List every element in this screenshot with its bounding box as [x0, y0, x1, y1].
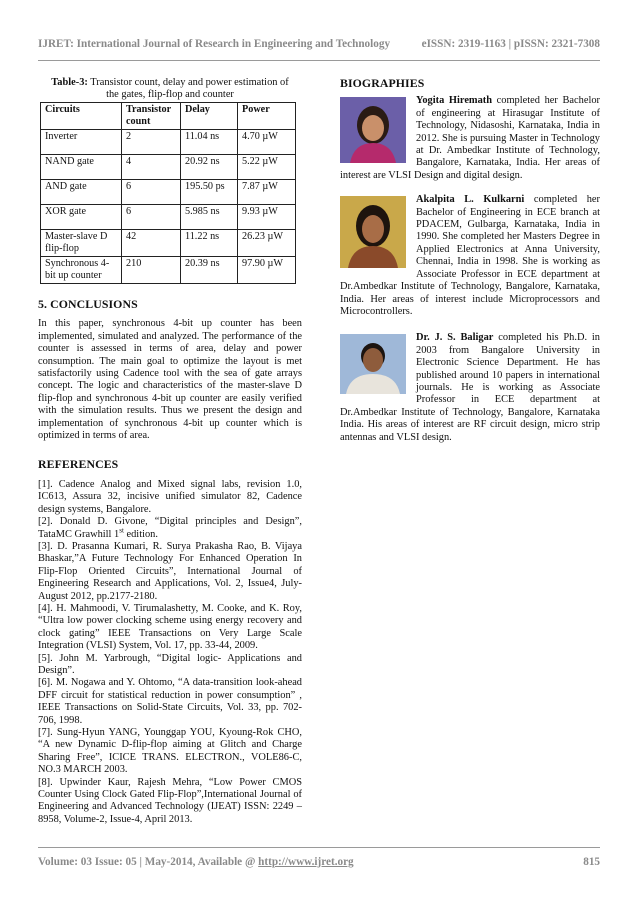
left-column	[38, 77, 302, 826]
table-cell: 7.87 µW	[238, 180, 296, 205]
biography-entry	[340, 95, 600, 182]
table-header-cell: Delay	[181, 103, 238, 130]
table-header-cell: Transistor count	[122, 103, 181, 130]
table-cell: 9.93 µW	[238, 205, 296, 230]
table-caption-text: Transistor count, delay and power estimation of	[87, 77, 289, 88]
table-cell: 11.04 ns	[181, 130, 238, 155]
author-bio: completed her Bachelor of Engineering in ECE branch at PDACEM, Gulbarga, Karnataka, India in 1990. She completed her Masters Degree in Applied Electronics at Anna University, Chennai, India in 1998. She is working as Associate Professor in ECE department at Dr.Ambedkar Institute of Technology, Bangalore, Karnataka, India. Her areas of interest include Microprocessors and Microcontrollers.	[340, 194, 600, 317]
table-cell: 5.22 µW	[238, 155, 296, 180]
table-cell: NAND gate	[41, 155, 122, 180]
author-name: Akalpita L. Kulkarni	[416, 194, 525, 206]
table-cell: 20.92 ns	[181, 155, 238, 180]
reference-text-tail: edition.	[123, 528, 158, 540]
issn: eISSN: 2319-1163 | pISSN: 2321-7308	[421, 38, 600, 50]
table-cell: XOR gate	[41, 205, 122, 230]
footer-rule	[38, 847, 600, 848]
author-photo	[340, 334, 406, 394]
biography-entry	[340, 194, 600, 318]
table-cell: Master-slave D flip-flop	[41, 230, 122, 257]
author-name: Yogita Hiremath	[416, 95, 493, 107]
table-row	[41, 130, 296, 155]
running-header	[38, 38, 600, 50]
footer-volume	[38, 856, 354, 868]
table-caption-line2: the gates, flip-flop and counter	[106, 89, 234, 100]
running-footer	[38, 856, 600, 868]
reference-item: [5]. John M. Yarbrough, “Digital logic- Applications and Design”.	[38, 652, 302, 676]
references-heading: REFERENCES	[38, 457, 119, 472]
table-row	[41, 155, 296, 180]
reference-text: [2]. Donald D. Givone, “Digital principles and Design”, TataMC Grawhill 1	[38, 516, 302, 540]
table-row	[41, 180, 296, 205]
author-bio: completed his Ph.D. in 2003 from Bangalore University in Electronic Science Department. He has published around 10 papers in international journals. He is working as Associate Professor in ECE department at Dr.Ambedkar Institute of Technology, Bangalore, Karnataka India. His areas of interest are RF circuit design, micro strip antennas and VLSI design.	[340, 332, 600, 443]
table-cell: 11.22 ns	[181, 230, 238, 257]
table-cell: 5.985 ns	[181, 205, 238, 230]
author-photo	[340, 196, 406, 268]
right-column	[340, 77, 600, 444]
table-cell: 97.90 µW	[238, 257, 296, 284]
reference-item	[38, 516, 302, 541]
table-row	[41, 205, 296, 230]
reference-item: [8]. Upwinder Kaur, Rajesh Mehra, “Low Power CMOS Counter Using Clock Gated Flip-Flop”,International Journal of Engineering and Advanced Technology (IJEAT) ISSN: 2249 – 8958, Volume-2, Issue-4, April 2013.	[38, 776, 302, 825]
journal-link[interactable]: http://www.ijret.org	[258, 856, 354, 868]
table-cell: 20.39 ns	[181, 257, 238, 284]
table-cell: 2	[122, 130, 181, 155]
table-cell: AND gate	[41, 180, 122, 205]
reference-item: [6]. M. Nogawa and Y. Ohtomo, “A data-transition look-ahead DFF circuit for statistical reduction in power consumption” , IEEE Transactions on Solid-State Circuits, Vol. 33, pp. 702-706, 1998.	[38, 677, 302, 726]
results-table	[40, 102, 296, 284]
table-header-cell: Circuits	[41, 103, 122, 130]
table-cell: 4	[122, 155, 181, 180]
table-header-cell: Power	[238, 103, 296, 130]
biographies-heading: BIOGRAPHIES	[340, 76, 425, 90]
footer-volume-text: Volume: 03 Issue: 05 | May-2014, Available @	[38, 856, 259, 868]
table-caption-label: Table-3:	[51, 77, 88, 88]
reference-item: [3]. D. Prasanna Kumari, R. Surya Prakasha Rao, B. Vijaya Bhaskar,”A Future Technology For Enhanced Operation In Flip-Flop Oriented Circuits”, International Journal of Engineering Research and Applications, Vol. 2, Issue4, July-August 2012, pp.2177-2180.	[38, 540, 302, 602]
table-cell: Inverter	[41, 130, 122, 155]
table-cell: 26.23 µW	[238, 230, 296, 257]
biography-entry	[340, 332, 600, 444]
page-number: 815	[583, 856, 600, 868]
table-caption	[38, 77, 302, 101]
table-cell: 42	[122, 230, 181, 257]
author-photo	[340, 97, 406, 163]
table-row	[41, 257, 296, 284]
table-cell: 210	[122, 257, 181, 284]
conclusions-paragraph: In this paper, synchronous 4-bit up counter has been implemented, simulated and analyzed. The performance of the counter is assessed in terms of area, delay and power consumption. The main goal to optimize the layout is met satisfactorily using Cadence tool with the sea of gate arrays concept. The logic and characteristics of the master-slave D flip-flop and synchronous 4-bit up counter are easily verified with the simulation results. Thus we present the design and implementation of synchronous 4-bit up counter which is optimized in terms of area.	[38, 318, 302, 442]
journal-name: IJRET: International Journal of Research in Engineering and Technology	[38, 38, 391, 50]
author-bio: completed her Bachelor of engineering at Hirasugar Institute of Technology, Nidasoshi, Karnataka, India in 2012. She is pursuing Master in Technology at Dr. Ambedkar Institute of Technology, Bangalore, Karnataka, India. Her areas of interest are VLSI Design and digital design.	[340, 95, 601, 181]
reference-item: [1]. Cadence Analog and Mixed signal labs, revision 1.0, IC613, Assura 32, incisive unified simulator 82, Cadence design systems, Bangalore.	[38, 478, 302, 515]
conclusions-heading: 5. CONCLUSIONS	[38, 297, 138, 311]
table-cell: 6	[122, 205, 181, 230]
author-name: Dr. J. S. Baligar	[416, 332, 494, 344]
table-cell: Synchronous 4-bit up counter	[41, 257, 122, 284]
table-cell: 6	[122, 180, 181, 205]
table-row	[41, 230, 296, 257]
table-cell: 4.70 µW	[238, 130, 296, 155]
reference-item: [4]. H. Mahmoodi, V. Tirumalashetty, M. Cooke, and K. Roy, “Ultra low power clocking scheme using energy recovery and clock gating” IEEE Transactions on Very Large Scale Integration (VLSI) System, Vol. 17, pp. 33-44, 2009.	[38, 602, 302, 652]
reference-item: [7]. Sung-Hyun YANG, Younggap YOU, Kyoung-Rok CHO, “A new Dynamic D-flip-flop aiming at Glitch and Charge Sharing Free”, ICICE TRANS. ELECTRON., VOLE86-C, NO.3 MARCH 2003.	[38, 727, 302, 776]
table-cell: 195.50 ps	[181, 180, 238, 205]
header-rule	[38, 60, 600, 61]
table-header-row	[41, 103, 296, 130]
reference-list	[38, 479, 302, 826]
reference-superscript: st	[119, 526, 124, 535]
